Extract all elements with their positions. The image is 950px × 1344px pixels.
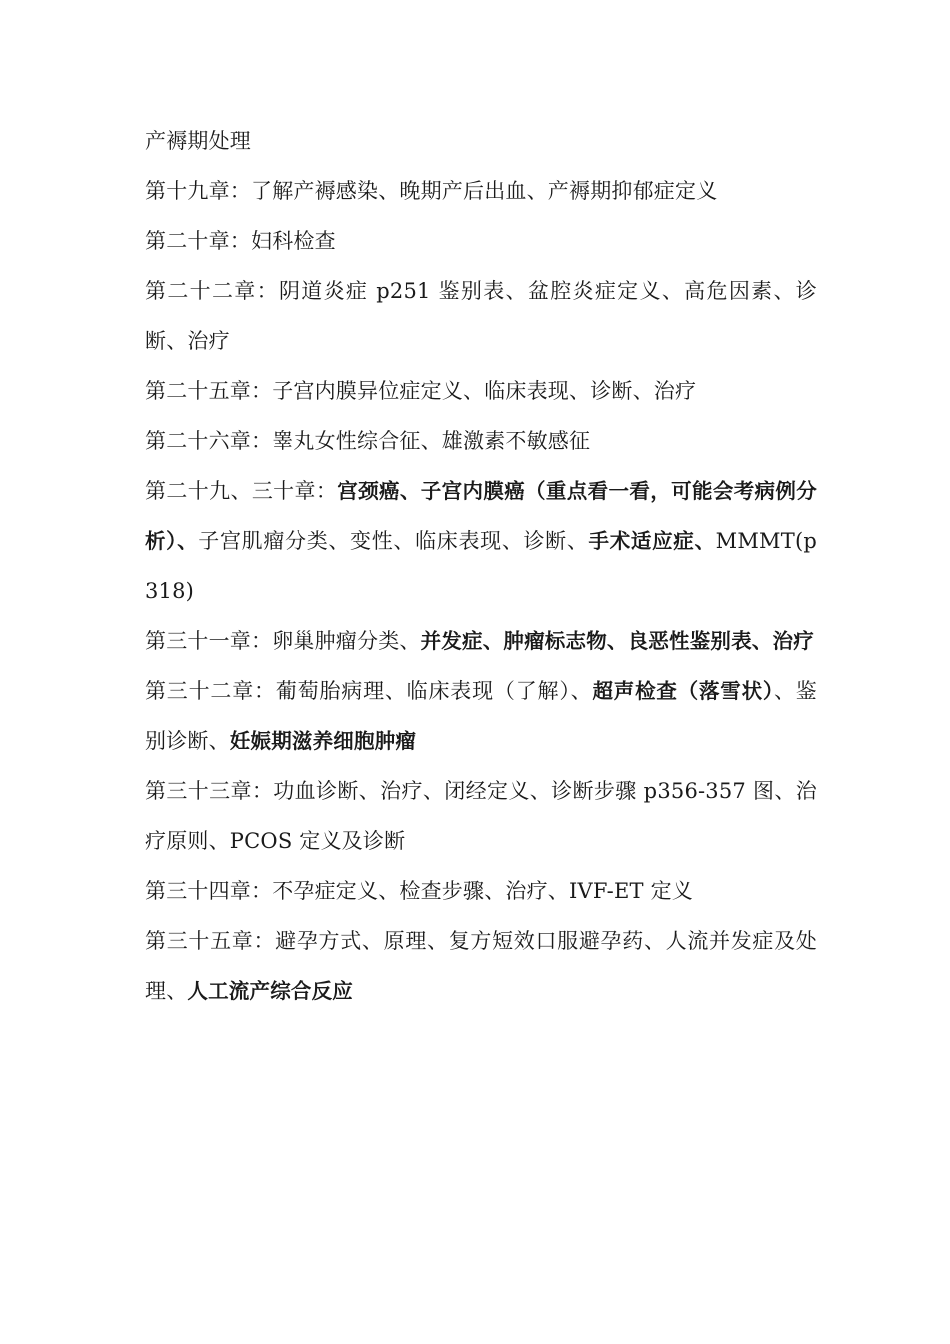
- paragraph-text: 产褥期处理: [145, 129, 251, 153]
- paragraph-chapter-29-30: [145, 466, 817, 616]
- paragraph-chapter-26: [145, 416, 817, 466]
- paragraph-bold-text: 妊娠期滋养细胞肿瘤: [229, 729, 417, 753]
- paragraph-chapter-25: [145, 366, 817, 416]
- paragraph-bold-text: 手术适应症、: [588, 529, 716, 553]
- paragraph-text: 第二十九、三十章：: [145, 479, 338, 503]
- paragraph-text: 第十九章：了解产褥感染、晚期产后出血、产褥期抑郁症定义: [145, 179, 718, 203]
- paragraph-puerperium: [145, 116, 817, 166]
- paragraph-chapter-20: [145, 216, 817, 266]
- paragraph-text: 第二十六章：睾丸女性综合征、雄激素不敏感征: [145, 429, 591, 453]
- paragraph-text: 第三十五章：避孕方式、原理、复方短效口服避孕药、人流并发症及处理、: [145, 929, 817, 1003]
- paragraph-chapter-22: [145, 266, 817, 366]
- paragraph-bold-text: 并发症、肿瘤标志物、良恶性鉴别表、治疗: [420, 629, 814, 653]
- paragraph-text: 第二十章：妇科检查: [145, 229, 336, 253]
- paragraph-text: 子宫肌瘤分类、变性、临床表现、诊断、: [198, 529, 589, 553]
- paragraph-text: 第三十一章：卵巢肿瘤分类、: [145, 629, 421, 653]
- paragraph-chapter-32: [145, 666, 817, 766]
- paragraph-text: 第二十五章：子宫内膜异位症定义、临床表现、诊断、治疗: [145, 379, 697, 403]
- paragraph-bold-text: 超声检查（落雪状）: [592, 679, 774, 703]
- paragraph-text: 、鉴别诊断、: [145, 679, 817, 753]
- document-body: [145, 116, 817, 1016]
- paragraph-text: 第三十二章：葡萄胎病理、临床表现（了解）、: [145, 679, 593, 703]
- paragraph-chapter-31: [145, 616, 817, 666]
- paragraph-text: MMMT(p318): [145, 529, 817, 603]
- paragraph-chapter-35: [145, 916, 817, 1016]
- paragraph-text: 第二十二章：阴道炎症 p251 鉴别表、盆腔炎症定义、高危因素、诊断、治疗: [145, 279, 817, 353]
- paragraph-text: 第三十三章：功血诊断、治疗、闭经定义、诊断步骤 p356-357 图、治疗原则、PCOS 定义及诊断: [145, 779, 817, 853]
- paragraph-text: 第三十四章：不孕症定义、检查步骤、治疗、IVF-ET 定义: [145, 879, 693, 903]
- paragraph-bold-text: 人工流产综合反应: [187, 979, 354, 1003]
- paragraph-chapter-34: [145, 866, 817, 916]
- paragraph-bold-text: 宫颈癌、子宫内膜癌（重点看一看，可能会考病例分析）、: [145, 479, 817, 553]
- paragraph-chapter-33: [145, 766, 817, 866]
- paragraph-chapter-19: [145, 166, 817, 216]
